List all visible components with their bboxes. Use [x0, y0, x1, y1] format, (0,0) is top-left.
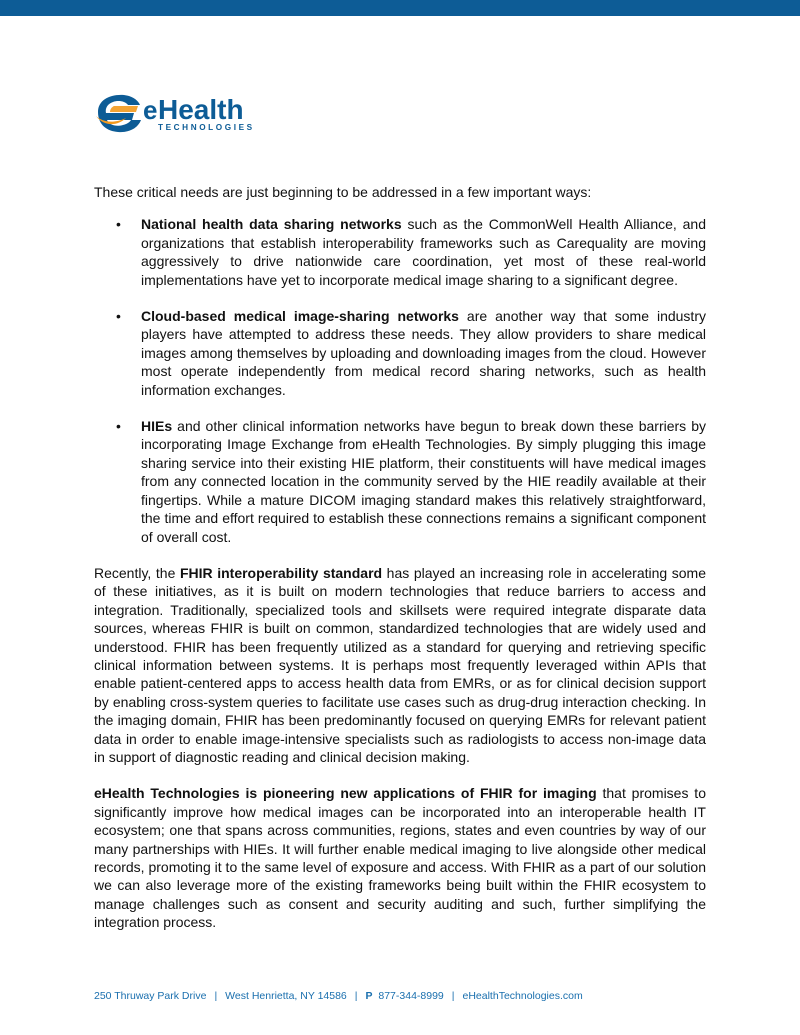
- bullet-dot-icon: •: [116, 418, 121, 435]
- paragraph-text: has played an increasing role in accelerating some of these initiatives, as it is built on modern technologies that reduce barriers to access and integration. Traditionally, specialized tools and skillsets were required integrate disparate data sources, whereas FHIR is built on common, standardized technologies that are widely used and understood. FHIR has been frequently utilized as a standard for querying and retrieving specific clinical information between systems. It is perhaps most frequently leveraged within APIs that enable patient-centered apps to access health data from EMRs, or as for clinical decision support by enabling cross-system queries to facilitate use cases such as drug-drug interaction checking. In the imaging domain, FHIR has been predominantly focused on querying EMRs for relevant patient data in order to enable image-intensive specialists such as radiologists to access non-image data in support of diagnostic reading and clinical decision making.: [94, 564, 706, 765]
- pioneering-paragraph: [94, 784, 706, 931]
- logo-subtitle: TECHNOLOGIES: [158, 123, 255, 132]
- bullet-text: are another way that some industry players have attempted to address these needs. They allow providers to share medical images among themselves by uploading and downloading images from the cloud. However most operate independently from medical record sharing networks, such as health information exchanges.: [141, 308, 706, 398]
- top-banner-bar: [0, 0, 800, 16]
- needs-bullet-list: [94, 215, 706, 546]
- footer-city: West Henrietta, NY 14586: [225, 990, 347, 1002]
- bullet-heading: HIEs: [141, 418, 173, 435]
- paragraph-text: that promises to significantly improve how medical images can be incorporated into an interoperable health IT ecosystem; one that spans across communities, regions, states and even countries by way of our many partnerships with HIEs. It will further enable medical imaging to live alongside other medical records, promoting it to the same level of exposure and access. With FHIR as a part of our solution we can also leverage more of the existing frameworks being built within the FHIR ecosystem to manage challenges such as consent and security auditing and such, further simplifying the integration process.: [94, 785, 706, 931]
- footer-separator: |: [214, 990, 218, 1002]
- bullet-text: such as the CommonWell Health Alliance, and organizations that establish interoperability frameworks such as Carequality are moving aggressively to drive nationwide care coordination, yet most of these real-world implementations have yet to incorporate medical image sharing to a significant degree.: [141, 216, 707, 288]
- bullet-dot-icon: •: [116, 308, 121, 325]
- logo-health-word: Health: [158, 94, 244, 125]
- paragraph-bold-phrase: eHealth Technologies is pioneering new applications of FHIR for imaging: [94, 785, 597, 802]
- document-body: [94, 183, 706, 932]
- bullet-dot-icon: •: [116, 216, 121, 233]
- footer-separator: |: [354, 990, 358, 1002]
- intro-paragraph: These critical needs are just beginning to be addressed in a few important ways:: [94, 184, 592, 200]
- bullet-heading: Cloud-based medical image-sharing networks: [141, 308, 459, 325]
- footer-website[interactable]: eHealthTechnologies.com: [462, 990, 583, 1002]
- footer-phone-label: P: [365, 990, 373, 1002]
- bullet-text: and other clinical information networks have begun to break down these barriers by incorporating Image Exchange from eHealth Technologies. By simply plugging this image sharing service into their existing HIE platform, their constituents will have medical images from any connected location in the community served by the HIE readily available at their fingertips. While a mature DICOM imaging standard makes this relatively straightforward, the time and effort required to establish these connections remains a significant component of overall cost.: [141, 418, 706, 545]
- footer-separator: |: [451, 990, 455, 1002]
- bullet-cloud-networks: [94, 307, 706, 399]
- page-footer: [94, 990, 714, 1002]
- logo-e-letter: e: [143, 95, 158, 125]
- logo-graphic: [94, 92, 289, 134]
- bullet-heading: National health data sharing networks: [141, 216, 402, 233]
- bullet-hies: [94, 417, 706, 546]
- ehealth-technologies-logo: [94, 92, 289, 134]
- footer-address: 250 Thruway Park Drive: [94, 990, 207, 1002]
- paragraph-bold-phrase: FHIR interoperability standard: [179, 564, 383, 581]
- paragraph-lead: Recently, the: [94, 564, 180, 581]
- footer-phone: 877-344-8999: [378, 990, 444, 1002]
- fhir-paragraph: [94, 564, 706, 766]
- bullet-national-networks: [94, 215, 706, 289]
